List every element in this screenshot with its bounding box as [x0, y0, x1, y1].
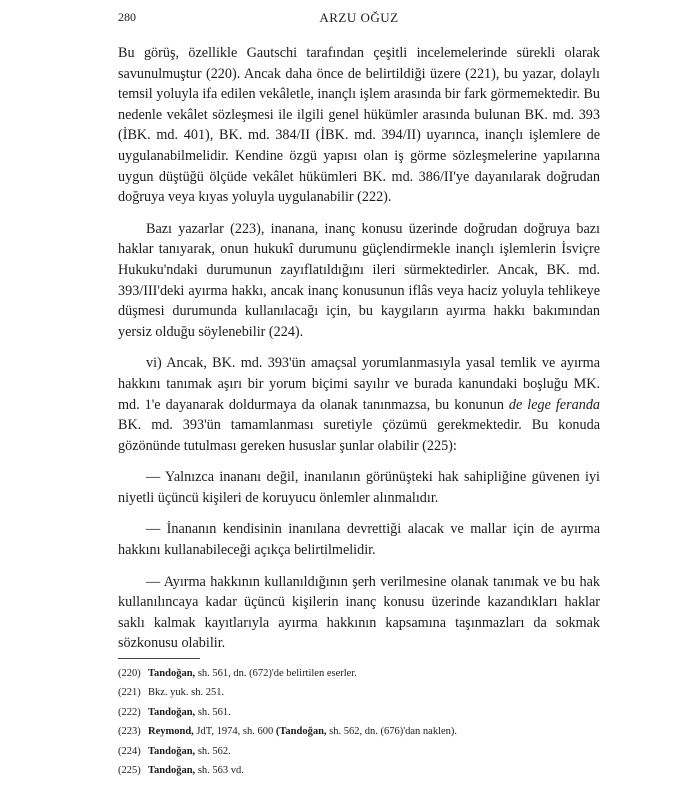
- footnote-number: (220): [118, 668, 141, 679]
- footnote-number: (221): [118, 687, 141, 699]
- running-head: ARZU OĞUZ: [319, 10, 399, 25]
- body-text: [118, 43, 600, 654]
- footnote-text: Bkz. yuk. sh. 251.: [148, 687, 225, 699]
- footnote-author: Tandoğan,: [148, 765, 196, 777]
- paragraph-3-text-a: vi) Ancak, BK. md. 393'ün amaçsal yorumlanmasıyla yasal temlik ve ayırma hakkını tanımak aşırı bir yorum biçimi sayılır ve burada kanundaki boşluğu MK. md. 1'e dayanarak doldurmaya da olanak tanınmazsa, bu konunun: [118, 355, 600, 413]
- footnotes: [118, 664, 600, 780]
- paragraph-3: [118, 353, 600, 456]
- footnote: [118, 664, 600, 683]
- footnote: [118, 742, 600, 761]
- dash-item-2: — İnananın kendisinin inanılana devrettiği alacak ve mallar için de ayırma hakkını kullanabileceği açıkça belirtilmelidir.: [118, 521, 600, 559]
- footnote-author: Reymond,: [148, 726, 194, 738]
- footnote-text: sh. 562.: [195, 745, 231, 757]
- dash-item-3: — Ayırma hakkının kullanıldığının şerh verilmesine olanak tanımak ve bu hak kullanılıncaya kadar üçüncü kişilerin inanç konusu üzerinde kazandıkları haklar saklı kalmak kayıtlarıyla ayırma hakkının kapsamına taşınmazları da sokmak sözkonusu olabilir.: [118, 573, 600, 652]
- footnote: [118, 683, 600, 702]
- paragraph-2: Bazı yazarlar (223), inanana, inanç konusu üzerinde doğrudan doğruya bazı haklar tanıyarak, onun hukukî durumunu güçlendirmekle inançlı işlemlerin İsviçre Hukuku'ndaki durumunun zayıflatıldığını ileri sürmektedirler. Ancak, BK. md. 393/III'deki ayırma hakkı, ancak inanç konusunun iflâs veya haciz yoluyla tehlikeye düşmesi durumunda kullanılacağı için, bu kaygıların ayırma hakkı bakımından yersiz olduğu söylenebilir (224).: [118, 220, 600, 340]
- footnote: [118, 761, 600, 780]
- footnote: [118, 722, 600, 741]
- footnote-author: (Tandoğan,: [275, 726, 327, 738]
- footnote-text: sh. 563 vd.: [195, 765, 244, 777]
- footnote-number: (223): [118, 726, 141, 738]
- page-number: 280: [118, 10, 136, 24]
- footnote: [118, 703, 600, 722]
- dash-item-1: — Yalnızca inananı değil, inanılanın görünüşteki hak sahipliğine güvenen iyi niyetli üçüncü kişileri de koruyucu önlemler alınmalıdır.: [118, 469, 600, 506]
- footnote-text: sh. 561, dn. (672)'de belirtilen eserler.: [195, 668, 357, 679]
- footnote-number: (222): [118, 706, 141, 718]
- footnote-number: (225): [118, 765, 141, 777]
- page-header: [118, 10, 600, 28]
- footnote-text: JdT, 1974, sh. 600: [193, 726, 276, 738]
- footnote-author: Tandoğan,: [148, 745, 196, 757]
- footnote-author: Tandoğan,: [148, 668, 196, 679]
- latin-phrase: de lege feranda: [508, 396, 601, 413]
- paragraph-1: Bu görüş, özellikle Gautschi tarafından çeşitli incelemelerinde sürekli olarak savunulmuştur (220). Ancak daha önce de belirtildiği üzere (221), bu yazar, dolaylı temsil yoluyla ifa edilen vekâletle, inançlı işlem arasında bir fark görmemektedir. Bu nedenle vekâlet sözleşmesi ile ilgili genel hükümler arasında bulunan BK. md. 393 (İBK. md. 401), BK. md. 384/II (İBK. md. 394/II) uyarınca, inançlı işlemlere de uygulanabilmelidir. Kendine özgü yapısı olan iş görme sözleşmelerine yapılarına uygun düştüğü ölçüde vekâlet hükümleri BK. md. 386/II'ye dayanılarak doğrudan doğruya veya kıyas yoluyla uygulanabilir (222).: [118, 45, 600, 206]
- footnote-text: sh. 562, dn. (676)'dan naklen).: [326, 726, 458, 738]
- footnote-number: (224): [118, 745, 141, 757]
- footnote-author: Tandoğan,: [148, 706, 196, 718]
- footnote-text: sh. 561.: [195, 706, 231, 718]
- paragraph-3-text-b: BK. md. 393'ün tamamlanması suretiyle çözümü gerekmektedir. Bu konuda gözönünde tutulması gereken hususlar şunlar olabilir (225):: [118, 417, 600, 454]
- footnote-separator: [118, 658, 200, 659]
